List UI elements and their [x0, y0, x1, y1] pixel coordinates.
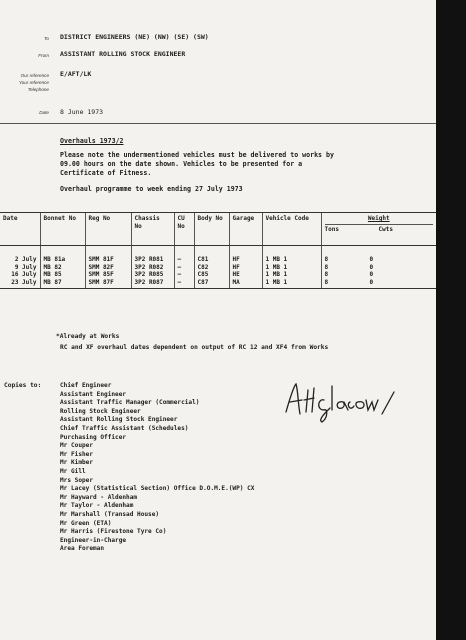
- to-recipients: DISTRICT ENGINEERS (NE) (NW) (SE) (SW): [60, 33, 209, 41]
- col-cu: CU No: [174, 213, 194, 246]
- memo-date: 8 June 1973: [60, 108, 104, 116]
- cell-body: C82: [194, 264, 229, 272]
- cell-cu: –: [174, 264, 194, 272]
- list-item: Assistant Rolling Stock Engineer: [60, 416, 178, 424]
- cell-tons: 8: [324, 263, 329, 271]
- cell-bonnet: MB 85: [40, 271, 85, 279]
- list-item: Mr Gill: [60, 467, 86, 475]
- list-item: Assistant Engineer: [60, 390, 127, 398]
- cell-chassis: 3P2 R087: [131, 279, 174, 289]
- list-item: Assistant Traffic Manager (Commercial): [60, 399, 200, 407]
- cell-cu: –: [174, 246, 194, 264]
- overhaul-dependency-note: RC and XF overhaul dates dependent on output of RC 12 and XF4 from Works: [60, 344, 329, 351]
- col-vehicle-code: Vehicle Code: [262, 213, 321, 246]
- from-sender: ASSISTANT ROLLING STOCK ENGINEER: [60, 50, 186, 58]
- header-rule: [0, 123, 436, 124]
- cell-garage: HF: [229, 264, 262, 272]
- col-body: Body No: [194, 213, 229, 246]
- cell-tons: 8: [324, 278, 329, 286]
- instruction-line-2: 09.00 hours on the date shown. Vehicles to be presented for a: [60, 160, 303, 168]
- copies-to-label: Copies to:: [4, 382, 42, 389]
- already-at-works-note: *Already at Works: [56, 333, 120, 340]
- instruction-line-3: Certificate of Fitness.: [60, 169, 152, 177]
- list-item: Chief Engineer: [60, 382, 112, 389]
- col-chassis: Chassis No: [131, 213, 174, 246]
- copies-list: [60, 382, 254, 554]
- cell-cu: –: [174, 279, 194, 289]
- cell-cwts: 0: [369, 278, 374, 286]
- telephone-label: Telephone: [27, 87, 49, 92]
- list-item: Rolling Stock Engineer: [60, 407, 141, 415]
- cell-body: C87: [194, 279, 229, 289]
- instruction-line-1: Please note the undermentioned vehicles must be delivered to works by: [60, 151, 334, 159]
- col-date: Date: [0, 213, 40, 246]
- date-label: Date: [39, 110, 49, 115]
- handwritten-signature: [280, 378, 400, 428]
- list-item: Mr Harris (Firestone Tyre Co): [60, 528, 167, 536]
- cell-bonnet: MB 87: [40, 279, 85, 289]
- cell-garage: MA: [229, 279, 262, 289]
- cell-body: C85: [194, 271, 229, 279]
- list-item: Mr Couper: [60, 442, 94, 450]
- cell-garage: HE: [229, 271, 262, 279]
- our-reference-label: Our reference: [20, 73, 49, 78]
- cell-body: C81: [194, 246, 229, 264]
- col-tons: Tons: [324, 226, 339, 233]
- list-item: Area Foreman: [60, 545, 105, 553]
- subject-heading: Overhauls 1973/2: [60, 137, 124, 145]
- cell-chassis: 3P2 R085: [131, 271, 174, 279]
- cell-code: 1 MB 1: [262, 246, 321, 264]
- cell-chassis: 3P2 R081: [131, 246, 174, 264]
- table-row: [0, 279, 436, 289]
- cell-date: 23 July: [0, 279, 40, 289]
- list-item: Mr Fisher: [60, 450, 94, 458]
- cell-cwts: 0: [369, 256, 374, 263]
- list-item: Purchasing Officer: [60, 433, 127, 441]
- list-item: Mr Hayward - Aldenham: [60, 493, 138, 501]
- col-bonnet: Bonnet No: [40, 213, 85, 246]
- cell-date: 16 July: [11, 271, 37, 279]
- programme-line: Overhaul programme to week ending 27 July 1973: [60, 185, 243, 193]
- cell-weight: [321, 279, 436, 289]
- cell-reg: SMM 81F: [85, 246, 131, 264]
- cell-tons: 8: [324, 256, 329, 263]
- cell-bonnet: MB 82: [40, 264, 85, 272]
- cell-weight: [321, 271, 436, 279]
- cell-chassis: 3P2 R082: [131, 264, 174, 272]
- cell-reg: SMM 87F: [85, 279, 131, 289]
- vehicle-table: [0, 212, 436, 289]
- list-item: Mr Marshall (Transad House): [60, 510, 160, 518]
- cell-bonnet: MB 81a: [40, 246, 85, 264]
- list-item: Mrs Soper: [60, 476, 94, 484]
- cell-date: 9 July: [14, 263, 37, 271]
- col-cwts: Cwts: [378, 226, 393, 233]
- cell-weight: [321, 264, 436, 272]
- weight-label: Weight: [367, 215, 390, 222]
- col-weight: [321, 213, 436, 246]
- table-header-row: [0, 213, 436, 246]
- list-item: Mr Green (ETA): [60, 519, 112, 527]
- cell-date: 2 July: [14, 256, 37, 263]
- cell-reg: SMM 82F: [85, 264, 131, 272]
- cell-tons: 8: [324, 271, 329, 279]
- col-reg: Reg No: [85, 213, 131, 246]
- cell-reg: SMM 85F: [85, 271, 131, 279]
- our-reference: E/AFT/LK: [60, 70, 92, 78]
- list-item: Mr Taylor - Aldenham: [60, 502, 134, 510]
- table-row: [0, 264, 436, 272]
- list-item: Engineer-in-Charge: [60, 536, 127, 544]
- scan-edge: [436, 0, 466, 640]
- weight-subheaders: [325, 224, 434, 234]
- cell-weight: [321, 246, 436, 264]
- cell-cwts: 0: [369, 271, 374, 279]
- cell-code: 1 MB 1: [262, 271, 321, 279]
- list-item: Mr Lacey (Statistical Section) Office D.O.M.E.(WP) CX: [60, 485, 255, 493]
- table-row: [0, 271, 436, 279]
- cell-garage: HF: [229, 246, 262, 264]
- col-garage: Garage: [229, 213, 262, 246]
- cell-code: 1 MB 1: [262, 264, 321, 272]
- your-reference-label: Your reference: [18, 80, 49, 85]
- to-label: To: [44, 36, 49, 41]
- cell-cu: –: [174, 271, 194, 279]
- from-label: From: [38, 53, 49, 58]
- list-item: Chief Traffic Assistant (Schedules): [60, 424, 189, 432]
- table-row: [0, 246, 436, 264]
- cell-cwts: 0: [369, 263, 374, 271]
- list-item: Mr Kimber: [60, 459, 94, 467]
- cell-code: 1 MB 1: [262, 279, 321, 289]
